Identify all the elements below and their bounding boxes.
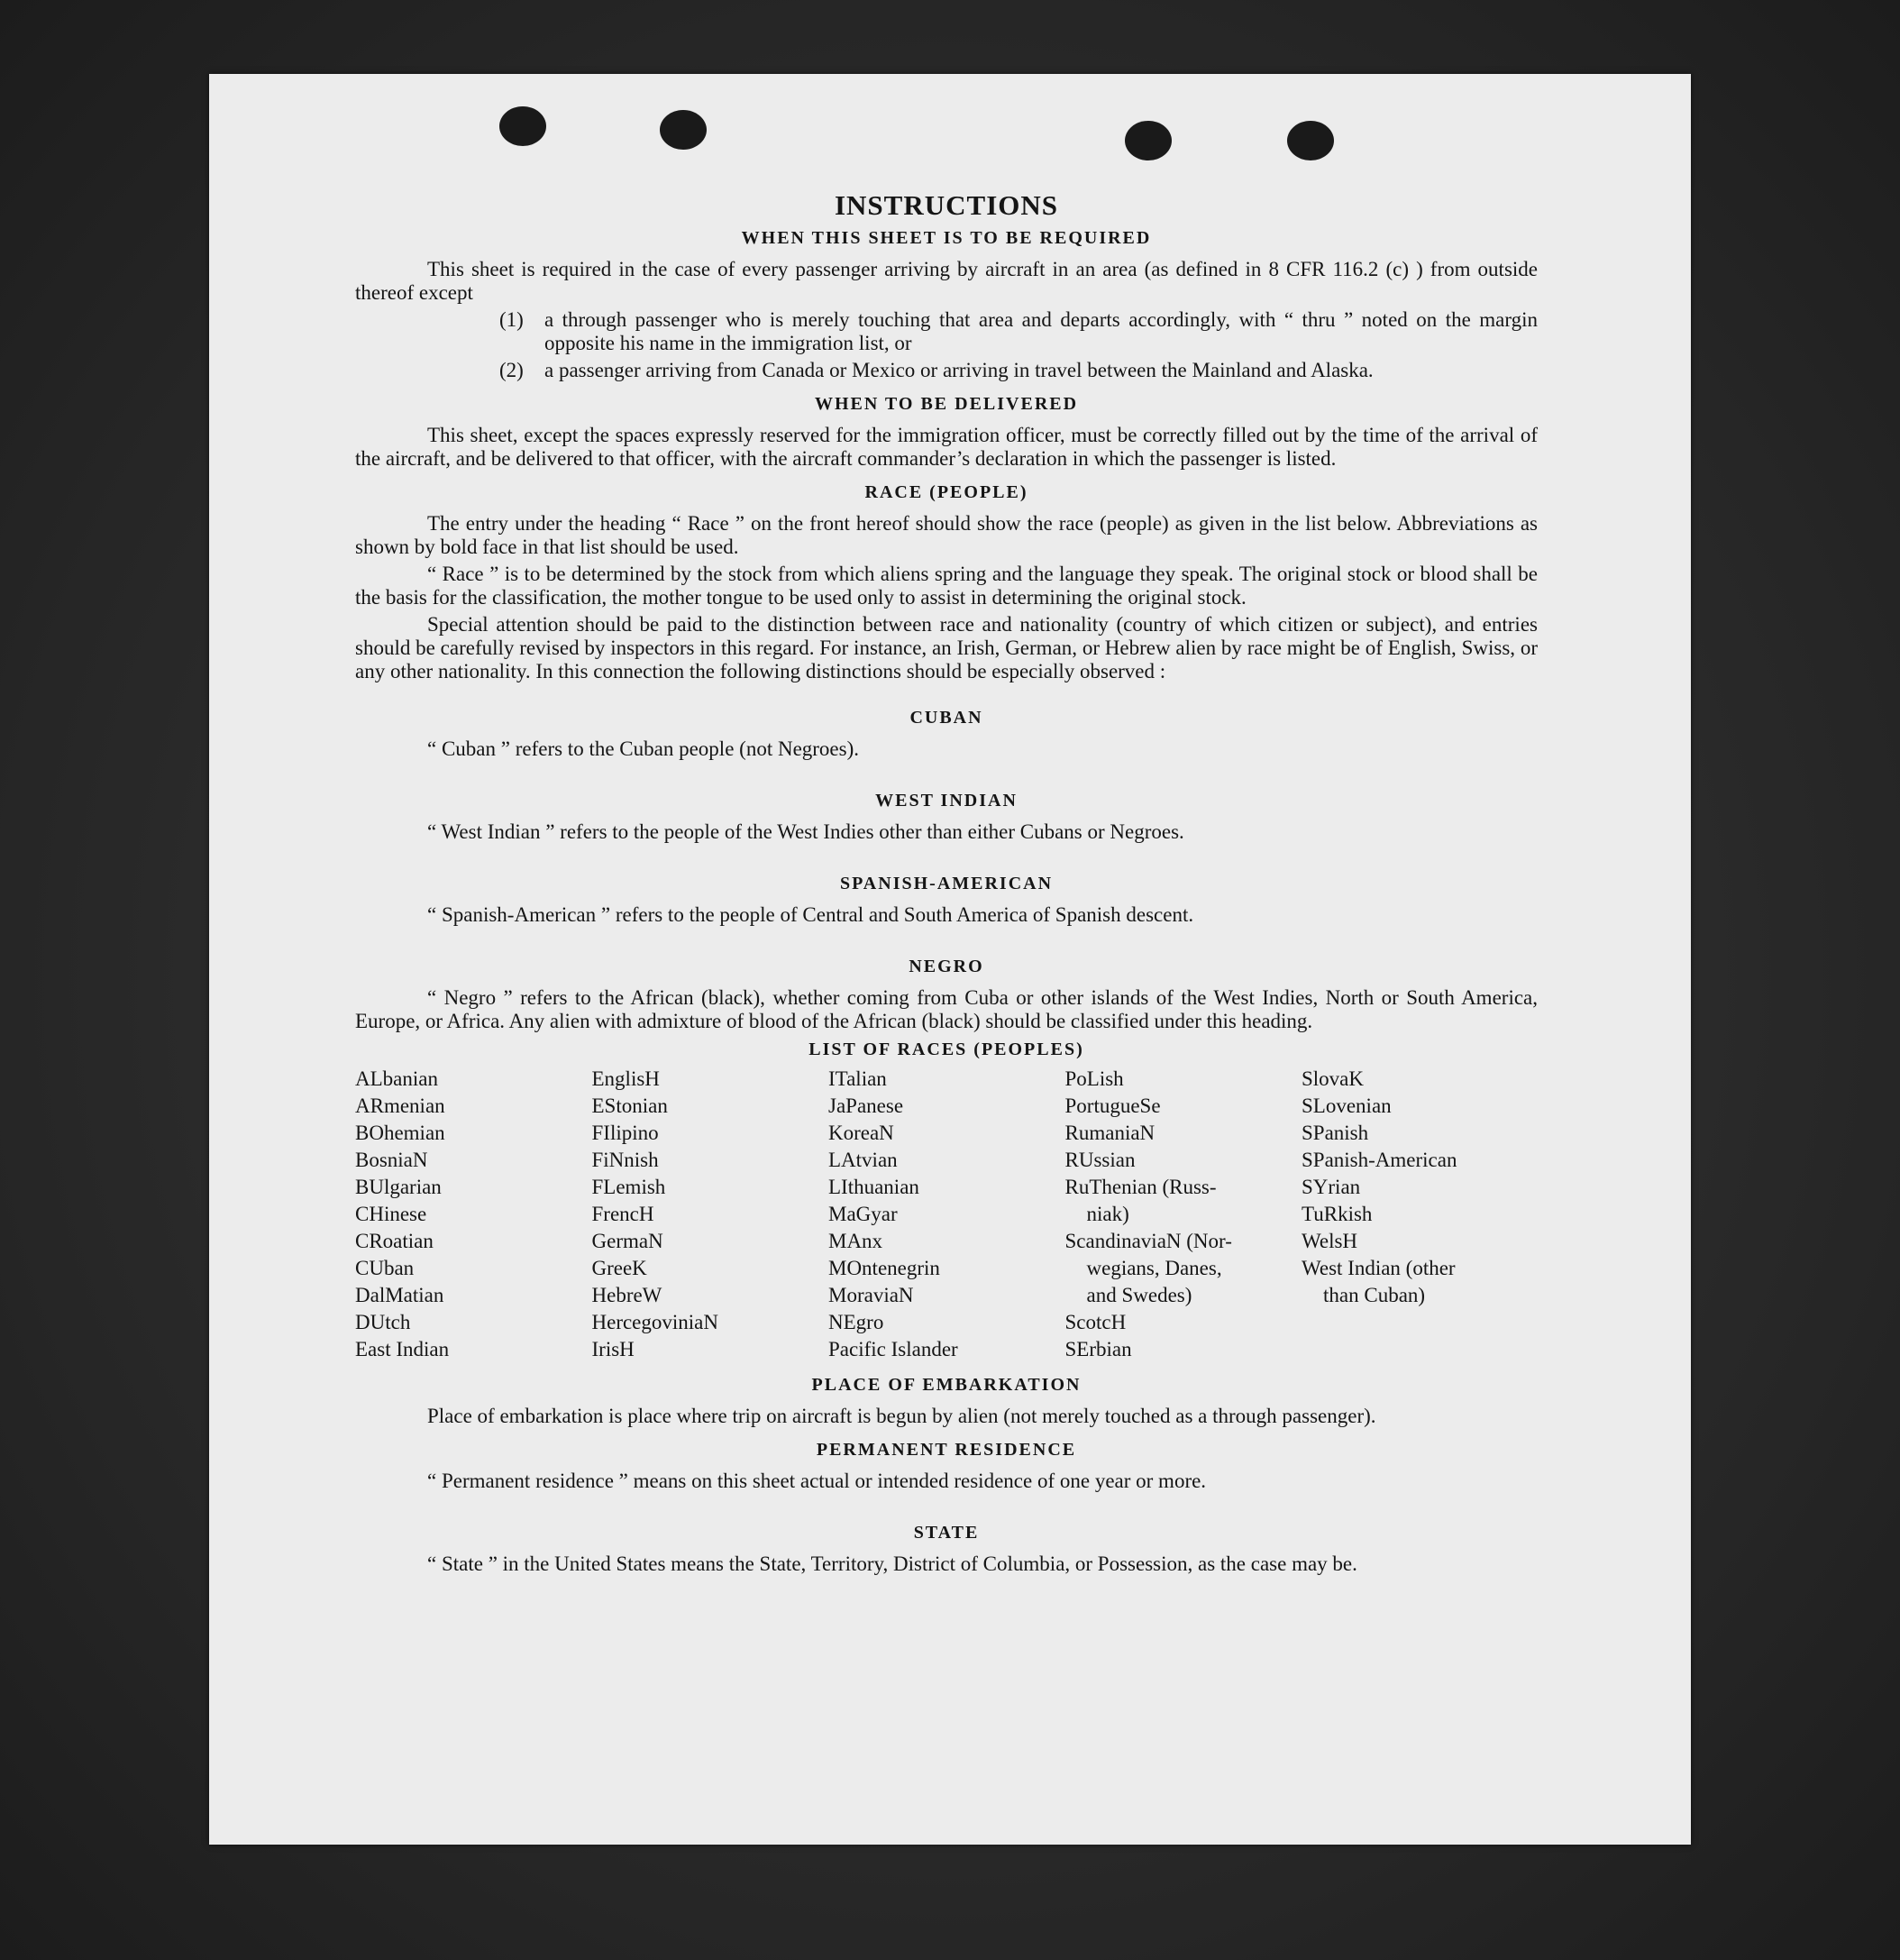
race-entry: KoreaN <box>828 1122 894 1144</box>
race-entry: LAtvian <box>828 1149 898 1171</box>
race-entry: ScandinaviaN (Nor- <box>1064 1230 1232 1252</box>
paragraph-when-required: This sheet is required in the case of every passenger arriving by aircraft in an area (as defined in 8 CFR 116.2 (c) ) from outside thereof except <box>355 258 1538 304</box>
paragraph-permanent-residence: “ Permanent residence ” means on this sheet actual or intended residence of one year or more. <box>427 1470 1207 1492</box>
race-entry: MAnx <box>828 1230 883 1252</box>
race-entry: PortugueSe <box>1064 1094 1161 1117</box>
race-entry: ITalian <box>828 1067 887 1090</box>
race-entry: HercegoviniaN <box>591 1311 718 1333</box>
heading-race: RACE (PEOPLE) <box>864 482 1028 502</box>
heading-spanish-american: SPANISH-AMERICAN <box>839 874 1054 893</box>
race-entry: RUssian <box>1064 1149 1136 1171</box>
race-entry: ScotcH <box>1064 1311 1127 1333</box>
race-entry: NEgro <box>828 1311 884 1333</box>
paragraph-spanish-american: “ Spanish-American ” refers to the people of Central and South America of Spanish descent. <box>427 903 1194 926</box>
punch-hole-1 <box>499 106 546 146</box>
race-entry-continuation: than Cuban) <box>1323 1284 1426 1306</box>
exception-text: a through passenger who is merely touching that area and departs accordingly, with “ thru ” noted on the margin opposite his name in the immigration list, or <box>544 308 1538 354</box>
exception-item-1 <box>499 308 1538 355</box>
race-column-5 <box>1302 1066 1538 1363</box>
exception-number: (2) <box>499 359 524 381</box>
page-title: INSTRUCTIONS <box>834 189 1058 221</box>
race-entry: CHinese <box>355 1203 427 1225</box>
race-entry: EnglisH <box>591 1067 660 1090</box>
race-entry: ALbanian <box>355 1067 438 1090</box>
paragraph-west-indian: “ West Indian ” refers to the people of the West Indies other than either Cubans or Negroes. <box>427 820 1184 843</box>
race-entry: Pacific Islander <box>828 1338 958 1360</box>
race-entry: WelsH <box>1302 1230 1358 1252</box>
race-entry: MaGyar <box>828 1203 898 1225</box>
punch-hole-4 <box>1287 121 1334 160</box>
race-entry: CRoatian <box>355 1230 434 1252</box>
race-entry: LIthuanian <box>828 1176 919 1198</box>
race-column-2 <box>592 1066 828 1363</box>
race-entry: CUban <box>355 1257 415 1279</box>
race-entry: TuRkish <box>1302 1203 1373 1225</box>
race-entry: RumaniaN <box>1064 1122 1156 1144</box>
race-entry: FIlipino <box>591 1122 659 1144</box>
race-entry: West Indian (other <box>1302 1257 1456 1279</box>
heading-permanent-residence: PERMANENT RESIDENCE <box>816 1440 1077 1460</box>
race-entry: BosniaN <box>355 1149 428 1171</box>
race-entry: HebreW <box>591 1284 662 1306</box>
race-entry-continuation: and Swedes) <box>1086 1284 1192 1306</box>
paragraph-race-1: The entry under the heading “ Race ” on the front hereof should show the race (people) as given in the list below. Abbreviations as shown by bold face in that list should be used. <box>355 512 1538 558</box>
heading-cuban: CUBAN <box>909 708 983 728</box>
race-entry: SYrian <box>1302 1176 1361 1198</box>
race-entry: GermaN <box>591 1230 663 1252</box>
race-entry-continuation: niak) <box>1086 1203 1129 1225</box>
race-list <box>355 1066 1538 1363</box>
heading-place-of-embarkation: PLACE OF EMBARKATION <box>811 1375 1082 1395</box>
paragraph-when-delivered: This sheet, except the spaces expressly reserved for the immigration officer, must be correctly filled out by the time of the arrival of the aircraft, and be delivered to that officer, with the aircraft commander’s declaration in which the passenger is listed. <box>355 424 1538 470</box>
exception-number: (1) <box>499 308 524 331</box>
heading-when-required: WHEN THIS SHEET IS TO BE REQUIRED <box>741 228 1152 248</box>
race-entry: DUtch <box>355 1311 411 1333</box>
heading-west-indian: WEST INDIAN <box>875 791 1018 811</box>
race-entry: East Indian <box>355 1338 450 1360</box>
race-entry: JaPanese <box>828 1094 904 1117</box>
instruction-sheet <box>209 74 1691 1845</box>
paragraph-place-of-embarkation: Place of embarkation is place where trip on aircraft is begun by alien (not merely touched as a through passenger). <box>427 1405 1376 1427</box>
race-column-4 <box>1065 1066 1302 1363</box>
race-entry: FiNnish <box>591 1149 659 1171</box>
race-entry: SPanish-American <box>1302 1149 1457 1171</box>
punch-hole-2 <box>660 110 707 150</box>
sheet-content <box>355 189 1538 1580</box>
heading-list-of-races: LIST OF RACES (PEOPLES) <box>808 1040 1084 1059</box>
race-entry: MOntenegrin <box>828 1257 940 1279</box>
race-entry: IrisH <box>591 1338 635 1360</box>
paragraph-state: “ State ” in the United States means the State, Territory, District of Columbia, or Possession, as the case may be. <box>427 1552 1357 1575</box>
heading-state: STATE <box>913 1523 980 1543</box>
punch-hole-3 <box>1125 121 1172 160</box>
race-column-3 <box>828 1066 1064 1363</box>
race-entry: SPanish <box>1302 1122 1369 1144</box>
paragraph-negro: “ Negro ” refers to the African (black), whether coming from Cuba or other islands of the West Indies, North or South America, Europe, or Africa. Any alien with admixture of blood of the African (black) should be classified under this heading. <box>355 986 1538 1032</box>
race-entry: FrencH <box>591 1203 654 1225</box>
heading-negro: NEGRO <box>909 957 984 976</box>
race-entry: EStonian <box>591 1094 668 1117</box>
paragraph-race-2: “ Race ” is to be determined by the stock from which aliens spring and the language they speak. The original stock or blood shall be the basis for the classification, the mother tongue to be used only to assist in determining the original stock. <box>355 563 1538 609</box>
race-entry: ARmenian <box>355 1094 445 1117</box>
race-entry: FLemish <box>591 1176 666 1198</box>
paragraph-cuban: “ Cuban ” refers to the Cuban people (not Negroes). <box>427 737 860 760</box>
race-entry: SLovenian <box>1302 1094 1392 1117</box>
race-entry: BOhemian <box>355 1122 445 1144</box>
race-entry: BUlgarian <box>355 1176 442 1198</box>
race-entry: RuThenian (Russ- <box>1064 1176 1217 1198</box>
race-column-1 <box>355 1066 591 1363</box>
exception-text: a passenger arriving from Canada or Mexico or arriving in travel between the Mainland and Alaska. <box>544 359 1374 381</box>
race-entry: SlovaK <box>1302 1067 1364 1090</box>
race-entry: GreeK <box>591 1257 647 1279</box>
race-entry: DalMatian <box>355 1284 444 1306</box>
heading-when-delivered: WHEN TO BE DELIVERED <box>814 394 1079 414</box>
paragraph-race-3: Special attention should be paid to the distinction between race and nationality (country of which citizen or subject), and entries should be carefully revised by inspectors in this regard. For instance, an Irish, German, or Hebrew alien by race might be of English, Swiss, or any other nationality. In this connection the following distinctions should be especially observed : <box>355 613 1538 682</box>
race-entry: PoLish <box>1064 1067 1124 1090</box>
race-entry-continuation: wegians, Danes, <box>1086 1257 1222 1279</box>
race-entry: SErbian <box>1064 1338 1132 1360</box>
race-entry: MoraviaN <box>828 1284 914 1306</box>
exception-item-2 <box>499 359 1538 382</box>
